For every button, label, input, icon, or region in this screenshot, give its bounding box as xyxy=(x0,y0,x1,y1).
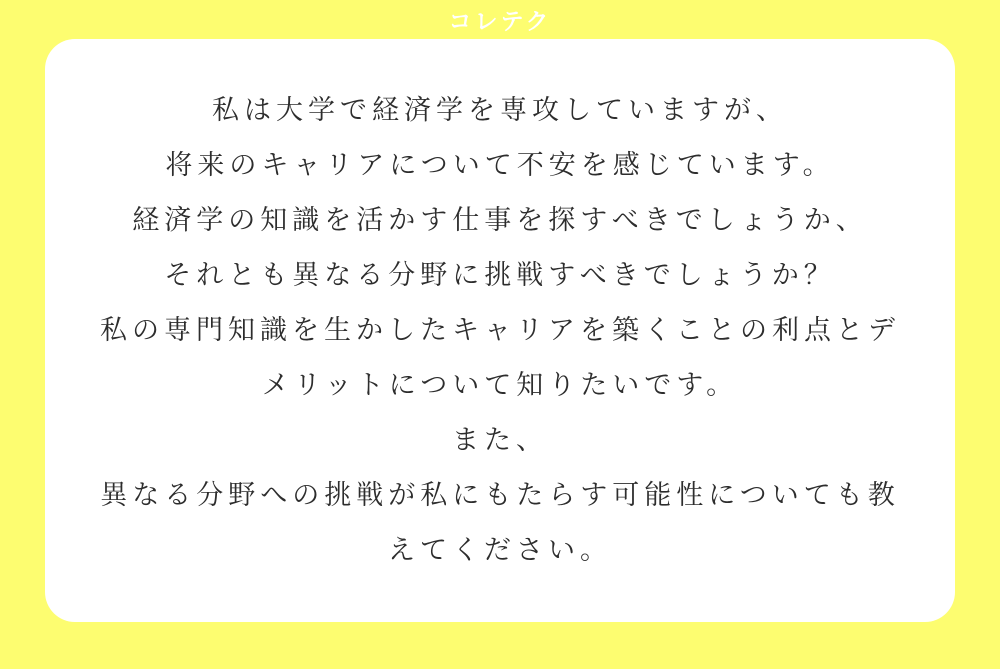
message-line: えてください。 xyxy=(388,535,612,566)
question-message xyxy=(45,83,955,578)
message-line: 将来のキャリアについて不安を感じています。 xyxy=(165,150,835,181)
message-line: 私の専門知識を生かしたキャリアを築くことの利点とデ xyxy=(100,315,900,346)
message-line: また、 xyxy=(452,425,548,456)
message-line: 異なる分野への挑戦が私にもたらす可能性についても教 xyxy=(100,480,900,511)
message-line: 経済学の知識を活かす仕事を探すべきでしょうか、 xyxy=(132,205,868,236)
content-card xyxy=(45,39,955,622)
site-title[interactable]: コレテク xyxy=(448,8,552,35)
message-line: メリットについて知りたいです。 xyxy=(261,370,739,401)
message-line: 私は大学で経済学を専攻していますが、 xyxy=(212,95,788,126)
message-line: それとも異なる分野に挑戦すべきでしょうか？ xyxy=(164,260,836,291)
